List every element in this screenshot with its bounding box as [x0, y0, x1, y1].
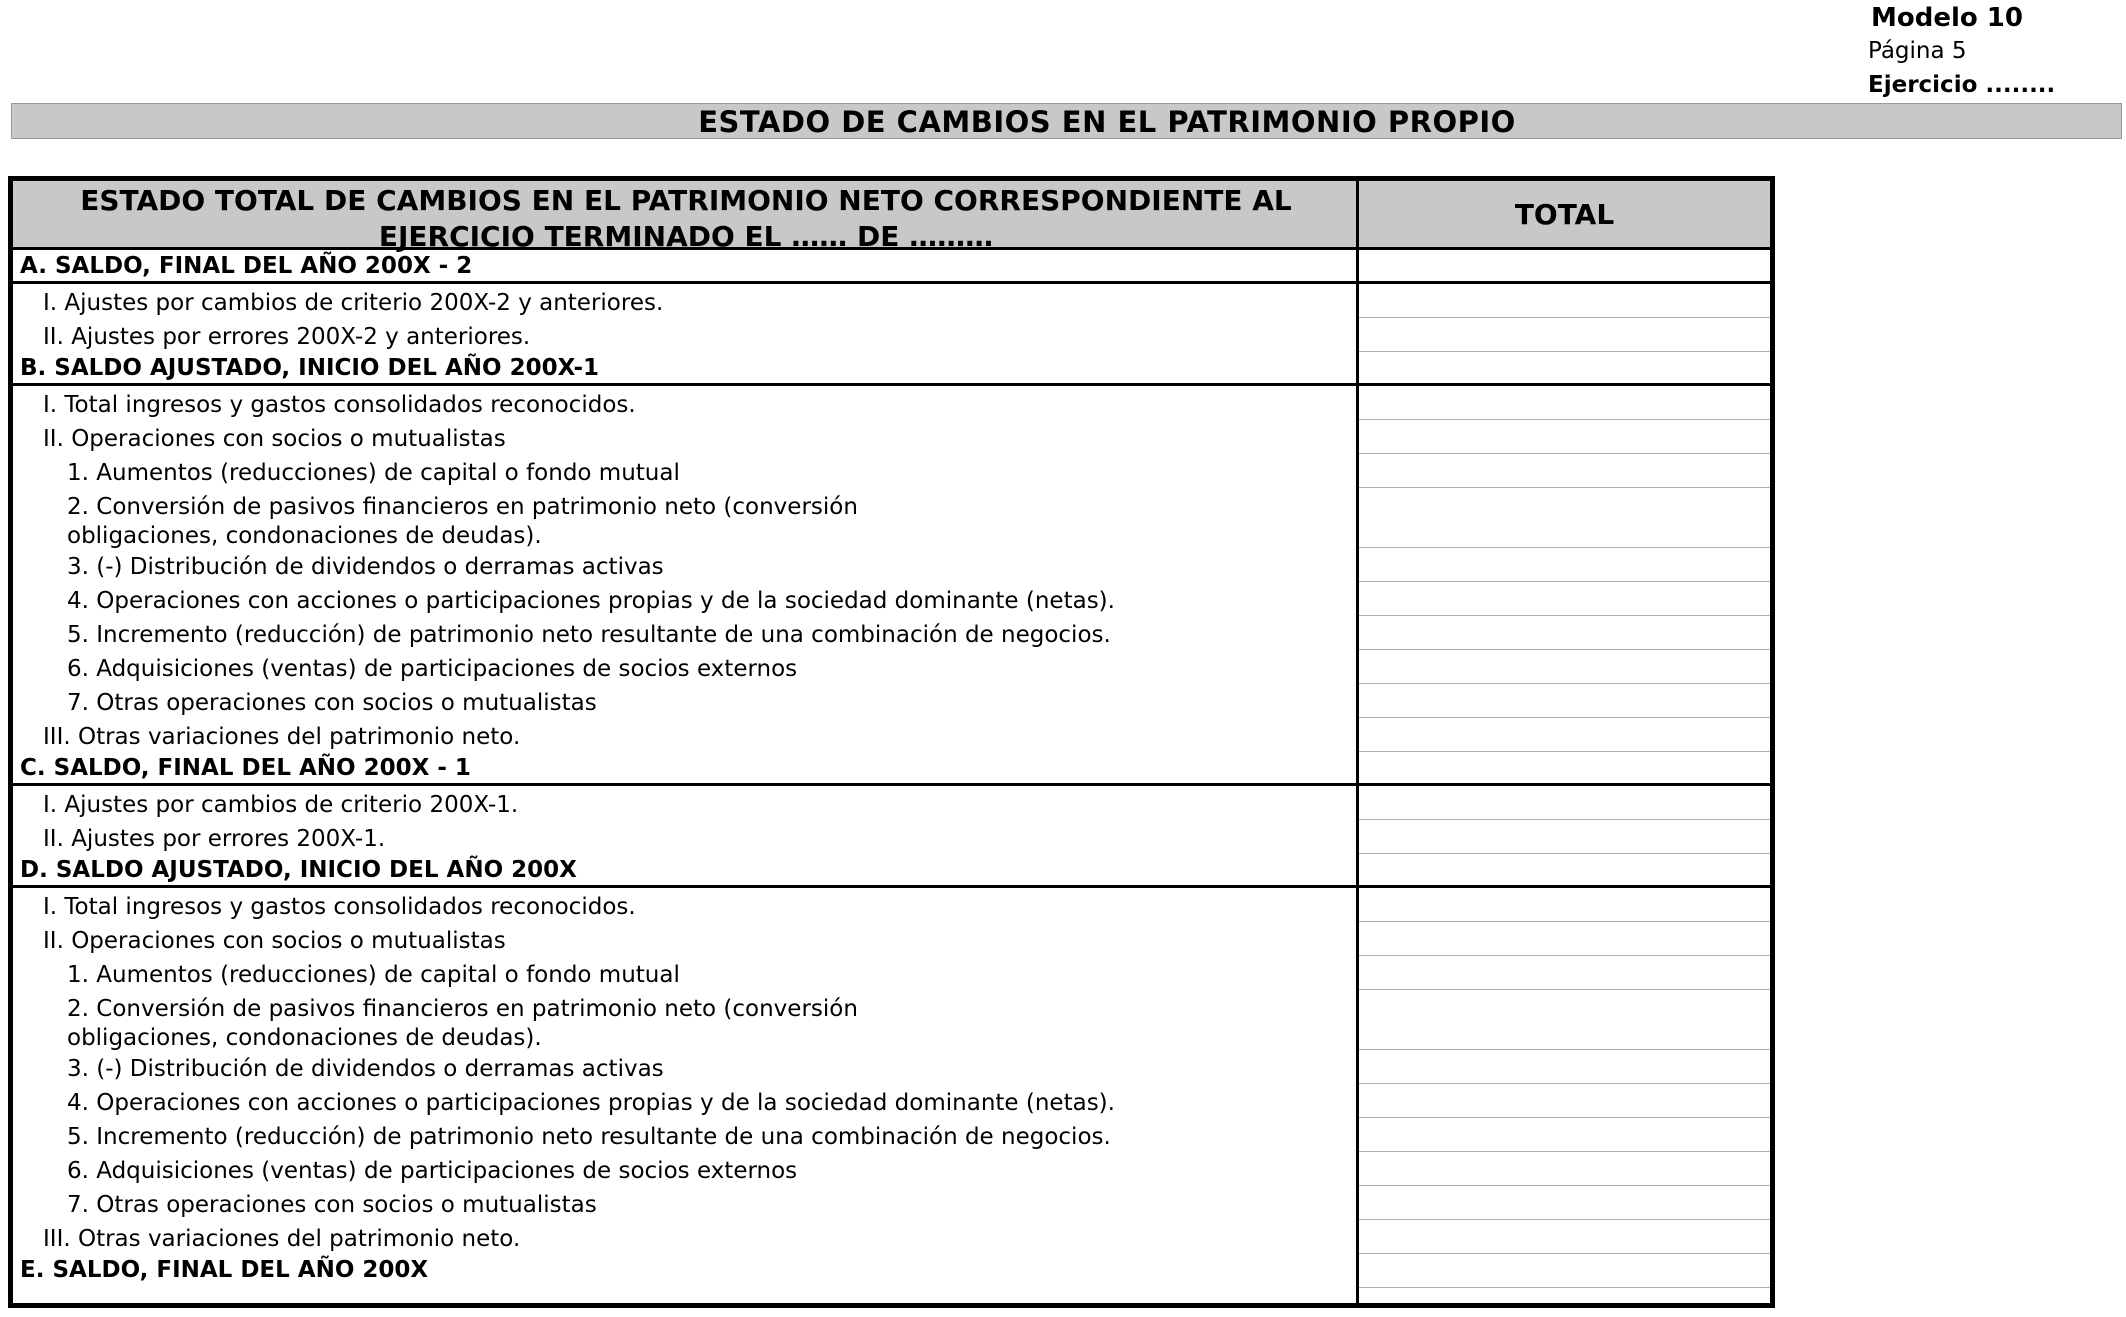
table-row [13, 1050, 1770, 1084]
row-label: 3. (-) Distribución de dividendos o derramas activas [67, 554, 664, 580]
table-row [13, 1254, 1770, 1288]
total-value-cell[interactable] [1359, 820, 1770, 854]
table-row [13, 888, 1770, 922]
total-value-cell[interactable] [1359, 786, 1770, 820]
total-value-cell[interactable] [1359, 1186, 1770, 1220]
table-row [13, 1084, 1770, 1118]
total-value-cell[interactable] [1359, 922, 1770, 956]
table-row [13, 1186, 1770, 1220]
section-total-label: B. SALDO AJUSTADO, INICIO DEL AÑO 200X-1 [20, 355, 599, 381]
total-value-cell[interactable] [1359, 1152, 1770, 1186]
row-label: I. Ajustes por cambios de criterio 200X-1. [43, 792, 519, 818]
total-value-cell[interactable] [1359, 548, 1770, 582]
row-label: 7. Otras operaciones con socios o mutualistas [67, 690, 597, 716]
row-label: 1. Aumentos (reducciones) de capital o fondo mutual [67, 962, 680, 988]
total-value-cell[interactable] [1359, 582, 1770, 616]
table-row [13, 650, 1770, 684]
table-row [13, 922, 1770, 956]
row-label: 7. Otras operaciones con socios o mutualistas [67, 1192, 597, 1218]
total-value-cell[interactable] [1359, 352, 1770, 383]
total-value-cell[interactable] [1359, 990, 1770, 1050]
total-value-cell[interactable] [1359, 488, 1770, 548]
total-value-cell[interactable] [1359, 684, 1770, 718]
table-row [13, 582, 1770, 616]
table-row [13, 956, 1770, 990]
total-value-cell[interactable] [1359, 650, 1770, 684]
total-value-cell[interactable] [1359, 1220, 1770, 1254]
column-divider [1356, 181, 1359, 1303]
row-label: II. Ajustes por errores 200X-1. [43, 826, 386, 852]
row-label: 4. Operaciones con acciones o participaciones propias y de la sociedad dominante (netas). [67, 588, 1115, 614]
section-total-label: D. SALDO AJUSTADO, INICIO DEL AÑO 200X [20, 857, 577, 883]
row-label: III. Otras variaciones del patrimonio neto. [43, 1226, 521, 1252]
row-label: I. Ajustes por cambios de criterio 200X-2 y anteriores. [43, 290, 664, 316]
row-label: 6. Adquisiciones (ventas) de participaciones de socios externos [67, 1158, 798, 1184]
model-number: Modelo 10 [1871, 3, 2023, 33]
table-row [13, 318, 1770, 352]
total-value-cell[interactable] [1359, 318, 1770, 352]
row-label: 5. Incremento (reducción) de patrimonio neto resultante de una combinación de negocios. [67, 622, 1111, 648]
table-header [13, 181, 1770, 253]
row-label: II. Ajustes por errores 200X-2 y anteriores. [43, 324, 531, 350]
total-value-cell[interactable] [1359, 1084, 1770, 1118]
section-banner [11, 103, 2122, 139]
table-row [13, 854, 1770, 888]
table-row [13, 454, 1770, 488]
row-label: 2. Conversión de pasivos financieros en patrimonio neto (conversión obligaciones, condonaciones de deudas). [67, 996, 858, 1051]
total-value-cell[interactable] [1359, 888, 1770, 922]
total-value-cell[interactable] [1359, 752, 1770, 783]
table-row [13, 548, 1770, 582]
row-label: 1. Aumentos (reducciones) de capital o fondo mutual [67, 460, 680, 486]
row-label: I. Total ingresos y gastos consolidados reconocidos. [43, 894, 636, 920]
equity-changes-table [8, 176, 1775, 1308]
row-label: 4. Operaciones con acciones o participaciones propias y de la sociedad dominante (netas). [67, 1090, 1115, 1116]
row-label: I. Total ingresos y gastos consolidados reconocidos. [43, 392, 636, 418]
row-label: 5. Incremento (reducción) de patrimonio neto resultante de una combinación de negocios. [67, 1124, 1111, 1150]
row-label: III. Otras variaciones del patrimonio neto. [43, 724, 521, 750]
table-row [13, 718, 1770, 752]
table-row [13, 352, 1770, 386]
total-value-cell[interactable] [1359, 1118, 1770, 1152]
fiscal-year: Ejercicio ........ [1868, 72, 2056, 98]
row-label: 2. Conversión de pasivos financieros en patrimonio neto (conversión obligaciones, condonaciones de deudas). [67, 494, 858, 549]
section-total-label: A. SALDO, FINAL DEL AÑO 200X - 2 [20, 253, 473, 279]
total-value-cell[interactable] [1359, 1050, 1770, 1084]
row-label: II. Operaciones con socios o mutualistas [43, 426, 506, 452]
table-row [13, 488, 1770, 548]
total-value-cell[interactable] [1359, 718, 1770, 752]
section-total-label: C. SALDO, FINAL DEL AÑO 200X - 1 [20, 755, 471, 781]
total-value-cell[interactable] [1359, 956, 1770, 990]
table-row [13, 820, 1770, 854]
table-row [13, 684, 1770, 718]
total-value-cell[interactable] [1359, 284, 1770, 318]
section-title: ESTADO DE CAMBIOS EN EL PATRIMONIO PROPIO [698, 105, 1516, 139]
row-label: 3. (-) Distribución de dividendos o derramas activas [67, 1056, 664, 1082]
total-value-cell[interactable] [1359, 386, 1770, 420]
table-row [13, 752, 1770, 786]
table-row [13, 1220, 1770, 1254]
section-total-label: E. SALDO, FINAL DEL AÑO 200X [20, 1257, 429, 1283]
table-row [13, 420, 1770, 454]
table-row [13, 1152, 1770, 1186]
table-row [13, 1118, 1770, 1152]
table-row [13, 386, 1770, 420]
total-column-header: TOTAL [1514, 198, 1615, 231]
table-row [13, 990, 1770, 1050]
form-identifier [1868, 2, 2108, 102]
table-row [13, 284, 1770, 318]
total-value-cell[interactable] [1359, 420, 1770, 454]
concept-column-header: ESTADO TOTAL DE CAMBIOS EN EL PATRIMONIO NETO CORRESPONDIENTE AL EJERCICIO TERMINADO EL …… DE ……… [80, 184, 1292, 253]
total-value-cell[interactable] [1359, 250, 1770, 281]
total-value-cell[interactable] [1359, 454, 1770, 488]
table-row [13, 250, 1770, 284]
row-label: 6. Adquisiciones (ventas) de participaciones de socios externos [67, 656, 798, 682]
total-value-cell[interactable] [1359, 1254, 1770, 1288]
total-value-cell[interactable] [1359, 616, 1770, 650]
page-number: Página 5 [1868, 38, 1967, 64]
total-value-cell[interactable] [1359, 854, 1770, 885]
row-label: II. Operaciones con socios o mutualistas [43, 928, 506, 954]
table-row [13, 616, 1770, 650]
table-row [13, 786, 1770, 820]
